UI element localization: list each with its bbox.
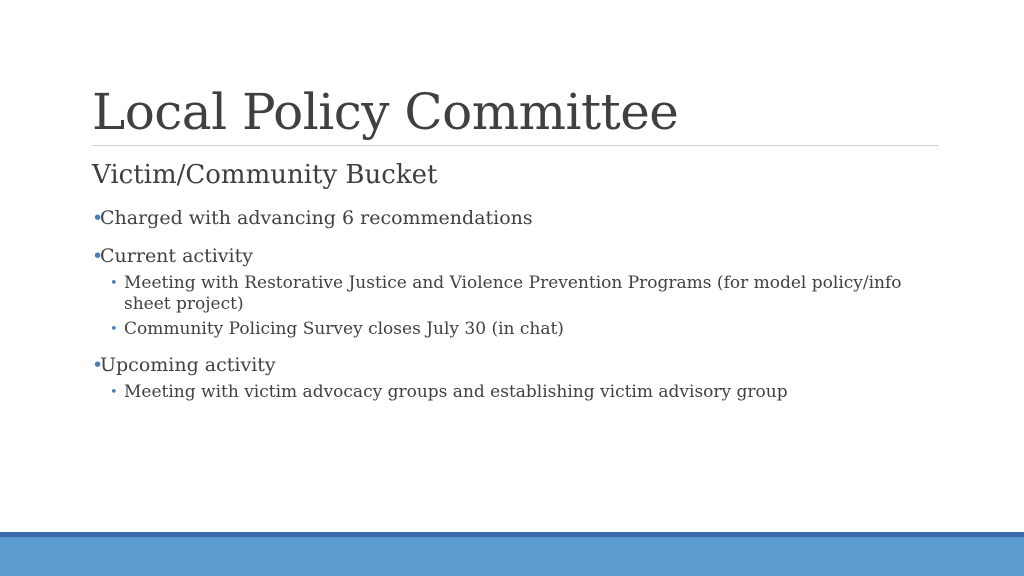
sub-bullet-text: Meeting with victim advocacy groups and establishing victim advisory group: [124, 382, 788, 402]
slide-title: Local Policy Committee: [92, 83, 679, 141]
bullet-icon: •: [92, 245, 104, 267]
sub-bullet-icon: •: [110, 322, 118, 337]
sub-bullet-text: Meeting with Restorative Justice and Violence Prevention Programs (for model policy/info sheet project): [124, 273, 902, 314]
sub-bullet-text: Community Policing Survey closes July 30 (in chat): [124, 319, 564, 339]
bullet-text: Upcoming activity: [100, 354, 276, 376]
bullet-text: Current activity: [100, 245, 253, 267]
bullet-text: Charged with advancing 6 recommendations: [100, 207, 533, 229]
bullet-item: [90, 352, 940, 378]
sub-bullet-item: [90, 382, 924, 403]
sub-bullet-icon: •: [110, 276, 118, 291]
footer-bar: [0, 537, 1024, 576]
bullet-list: [90, 205, 940, 403]
bullet-item: [90, 243, 940, 269]
bullet-icon: •: [92, 354, 104, 376]
bullet-item: [90, 205, 940, 231]
bullet-icon: •: [92, 207, 104, 229]
title-divider: [92, 145, 938, 146]
sub-bullet-item: [90, 319, 924, 340]
slide-subtitle: Victim/Community Bucket: [92, 160, 438, 190]
sub-bullet-icon: •: [110, 385, 118, 400]
sub-bullet-item: [90, 273, 924, 315]
